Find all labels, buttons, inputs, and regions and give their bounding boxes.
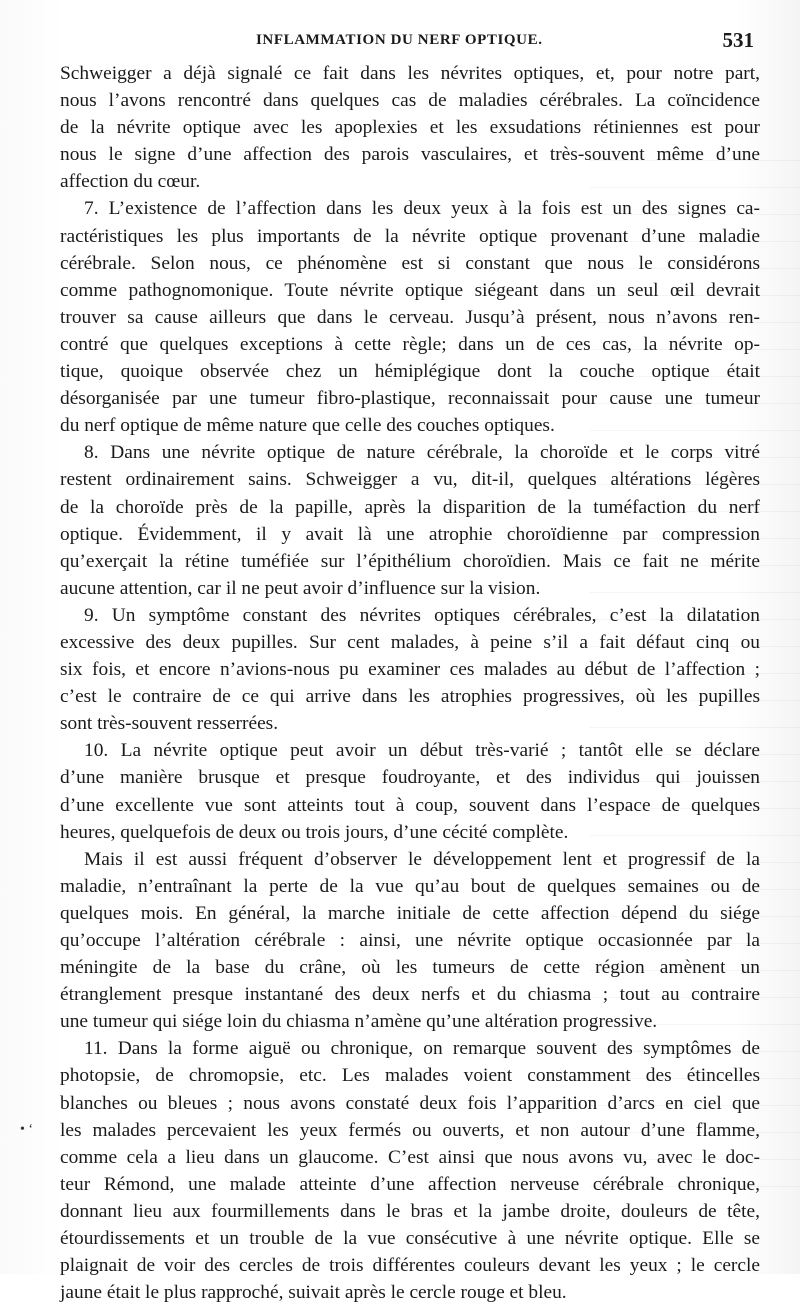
text-line: aucune attention, car il ne peut avoir d’influence sur la vision. bbox=[60, 577, 541, 599]
text-line: Mais il est aussi fréquent d’observer le développement lent et progressif de la bbox=[84, 848, 760, 870]
text-line: restent ordinairement sains. Schweigger a vu, dit-il, quelques altérations légères bbox=[60, 469, 760, 491]
text-line: étranglement presque instantané des deux nerfs et du chiasma ; tout au contraire bbox=[60, 984, 760, 1006]
text-line: photopsie, de chromopsie, etc. Les malades voient constamment des étincelles bbox=[60, 1065, 760, 1087]
text-line: six fois, et encore n’avions-nous pu examiner ces malades au début de l’affection ; bbox=[60, 659, 760, 681]
text-line: qu’exerçait la rétine tuméfiée sur l’épithélium choroïdien. Mais ce fait ne mérite bbox=[60, 550, 760, 572]
text-line: trouver sa cause ailleurs que dans le cerveau. Jusqu’à présent, nous n’avons ren- bbox=[60, 306, 760, 328]
text-line: les malades percevaient les yeux fermés ou ouverts, et non autour d’une flamme, bbox=[60, 1119, 760, 1141]
text-line: désorganisée par une tumeur fibro-plastique, reconnaissait pour cause une tumeur bbox=[60, 388, 760, 410]
text-line: comme pathognomonique. Toute névrite optique siégeant dans un seul œil devrait bbox=[60, 279, 760, 301]
margin-mark: • ‘ bbox=[20, 1122, 34, 1137]
text-line: optique. Évidemment, il y avait là une atrophie choroïdienne par compression bbox=[60, 523, 760, 545]
text-line: étourdissements et un trouble de la vue consécutive à une névrite optique. Elle se bbox=[60, 1228, 760, 1250]
text-line: teur Rémond, une malade atteinte d’une affection nerveuse cérébrale chronique, bbox=[60, 1173, 760, 1195]
text-line: c’est le contraire de ce qui arrive dans les atrophies progressives, où les pupilles bbox=[60, 686, 760, 708]
text-line: ractéristiques les plus importants de la névrite optique provenant d’une maladie bbox=[60, 225, 760, 247]
text-line: nous l’avons rencontré dans quelques cas de maladies cérébrales. La coïncidence bbox=[60, 90, 760, 112]
text-line: donnant lieu aux fourmillements dans le bras et la jambe droite, douleurs de tête, bbox=[60, 1200, 760, 1222]
text-line: 11. Dans la forme aiguë ou chronique, on remarque souvent des symptômes de bbox=[84, 1038, 760, 1060]
text-line: d’une manière brusque et presque foudroyante, et des individus qui jouissen bbox=[60, 767, 760, 789]
text-line: 8. Dans une névrite optique de nature cérébrale, la choroïde et le corps vitré bbox=[84, 442, 760, 464]
text-line: comme cela a lieu dans un glaucome. C’est ainsi que nous avons vu, avec le doc- bbox=[60, 1146, 760, 1168]
text-line: maladie, n’entraînant la perte de la vue qu’au bout de quelques semaines ou de bbox=[60, 875, 760, 897]
text-line: quelques mois. En général, la marche initiale de cette affection dépend du siége bbox=[60, 902, 760, 924]
text-line: de la choroïde près de la papille, après la disparition de la tuméfaction du nerf bbox=[60, 496, 760, 518]
text-line: qu’occupe l’altération cérébrale : ainsi, une névrite optique occasionnée par la bbox=[60, 930, 760, 951]
running-title: INFLAMMATION DU NERF OPTIQUE. bbox=[256, 32, 543, 48]
text-line: d’une excellente vue sont atteints tout à coup, souvent dans l’espace de quelques bbox=[60, 794, 760, 816]
text-line: plaignait de voir des cercles de trois différentes couleurs devant les yeux ; le cercle bbox=[60, 1255, 760, 1277]
text-line: 9. Un symptôme constant des névrites optiques cérébrales, c’est la dilatation bbox=[84, 604, 760, 626]
text-line: blanches ou bleues ; nous avons constaté deux fois l’apparition d’arcs en ciel que bbox=[60, 1092, 760, 1114]
text-line: méningite de la base du crâne, où les tumeurs de cette région amènent un bbox=[60, 957, 760, 979]
text-line: une tumeur qui siége loin du chiasma n’amène qu’une altération progressive. bbox=[60, 1011, 658, 1033]
text-line: affection du cœur. bbox=[60, 171, 201, 193]
text-line: 10. La névrite optique peut avoir un début très-varié ; tantôt elle se déclare bbox=[84, 740, 760, 762]
text-line: du nerf optique de même nature que celle des couches optiques. bbox=[60, 415, 555, 437]
text-line: cérébrale. Selon nous, ce phénomène est si constant que nous le considérons bbox=[60, 252, 760, 274]
text-line: 7. L’existence de l’affection dans les deux yeux à la fois est un des signes ca- bbox=[84, 198, 760, 220]
text-line: de la névrite optique avec les apoplexies et les exsudations rétiniennes est pour bbox=[60, 117, 760, 139]
text-line: heures, quelquefois de deux ou trois jours, d’une cécité complète. bbox=[60, 821, 569, 843]
page-header bbox=[60, 28, 754, 54]
text-line: jaune était le plus rapproché, suivait après le cercle rouge et bleu. bbox=[60, 1282, 567, 1304]
body-text bbox=[60, 60, 760, 1306]
text-line: Schweigger a déjà signalé ce fait dans les névrites optiques, et, pour notre part, bbox=[60, 63, 760, 84]
text-line: excessive des deux pupilles. Sur cent malades, à peine s’il a fait défaut cinq ou bbox=[60, 631, 760, 653]
text-line: nous le signe d’une affection des parois vasculaires, et très-souvent même d’une bbox=[60, 144, 760, 166]
text-line: sont très-souvent resserrées. bbox=[60, 713, 279, 735]
text-line: tique, quoique observée chez un hémiplégique dont la couche optique était bbox=[60, 361, 760, 383]
page-number: 531 bbox=[722, 28, 754, 52]
text-line: contré que quelques exceptions à cette règle; dans un de ces cas, la névrite op- bbox=[60, 333, 760, 355]
